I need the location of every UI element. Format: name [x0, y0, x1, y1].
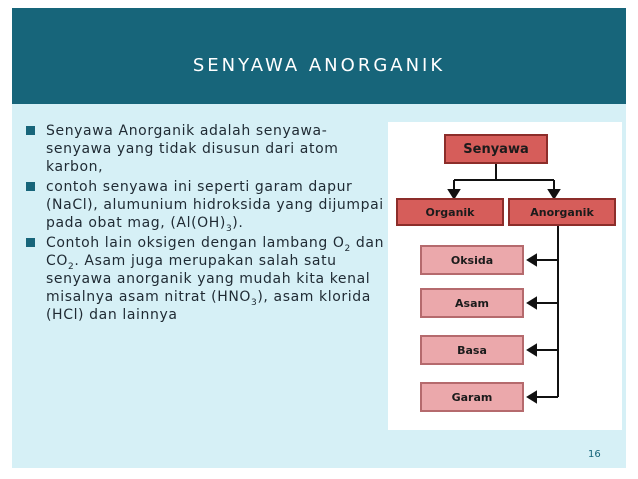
bullet-text: Contoh lain oksigen dengan lambang O — [46, 235, 345, 251]
arrow-head-icon — [528, 255, 536, 265]
subscript-text: 2 — [344, 243, 351, 254]
subscript-text: 3 — [225, 223, 233, 234]
square-bullet-icon — [26, 238, 35, 247]
arrow-head-icon — [449, 190, 459, 198]
classification-diagram — [388, 122, 622, 430]
diagram-child-oksida: Oksida — [420, 245, 524, 275]
diagram-child-basa: Basa — [420, 335, 524, 365]
page-number: 16 — [588, 449, 601, 460]
bullet-text: . Asam juga merupakan salah satu senyawa anorganik yang mudah kita kenal misalnya asam nitrat (HNO — [46, 253, 371, 305]
subscript-text: 3 — [251, 297, 258, 308]
arrow-head-icon — [549, 190, 559, 198]
diagram-root-senyawa: Senyawa — [444, 134, 548, 164]
square-bullet-icon — [26, 126, 35, 135]
title-bar — [12, 8, 626, 104]
subscript-text: 2 — [68, 261, 75, 272]
square-bullet-icon — [26, 182, 35, 191]
arrow-head-icon — [528, 298, 536, 308]
diagram-branch-anorganik: Anorganik — [508, 198, 616, 226]
bullet-text: dan CO — [46, 235, 385, 269]
bullet-text: ). — [232, 215, 244, 231]
arrow-head-icon — [528, 392, 536, 402]
bullet-text: ), asam klorida (HCl) dan lainnya — [46, 289, 371, 323]
bullet-item — [26, 122, 386, 176]
page-title: SENYAWA ANORGANIK — [192, 54, 446, 76]
arrow-head-icon — [528, 345, 536, 355]
diagram-child-garam: Garam — [420, 382, 524, 412]
diagram-branch-organik: Organik — [396, 198, 504, 226]
diagram-child-asam: Asam — [420, 288, 524, 318]
bullet-item — [26, 178, 386, 232]
bullet-text: Senyawa Anorganik adalah senyawa-senyawa yang tidak disusun dari atom karbon, — [46, 123, 339, 175]
bullet-list — [26, 122, 386, 326]
bullet-text: contoh senyawa ini seperti garam dapur (NaCl), alumunium hidroksida yang dijumpai pada obat mag, (Al(OH) — [46, 179, 384, 231]
bullet-item — [26, 234, 386, 324]
